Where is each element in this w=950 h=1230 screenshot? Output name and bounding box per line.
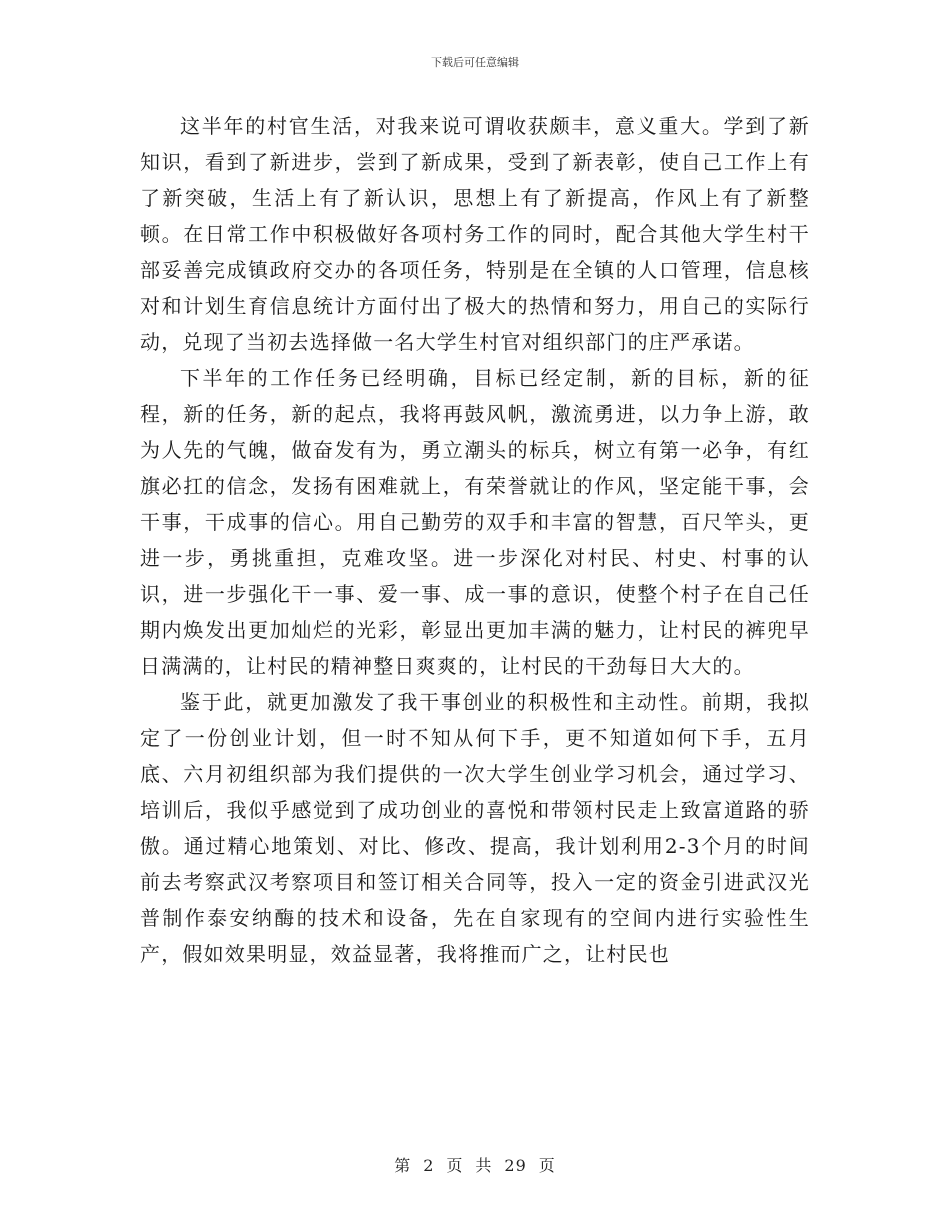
header-note: 下载后可任意编辑 [431, 56, 519, 69]
footer-suffix: 页 [538, 1156, 556, 1175]
footer-total-word: 共 [475, 1156, 493, 1175]
footer-prefix: 第 [394, 1156, 412, 1175]
paragraph-1: 这半年的村官生活，对我来说可谓收获颇丰，意义重大。学到了新知识，看到了新进步，尝到了新成果，受到了新表彰，使自己工作上有了新突破，生活上有了新认识，思想上有了新提高，作风上有了新整顿。在日常工作中积极做好各项村务工作的同时，配合其他大学生村干部妥善完成镇政府交办的各项任务，特别是在全镇的人口管理，信息核对和计划生育信息统计方面付出了极大的热情和努力，用自己的实际行动，兑现了当初去选择做一名大学生村官对组织部门的庄严承诺。 [140, 114, 810, 354]
footer-page-word: 页 [446, 1156, 464, 1175]
footer-total-pages: 29 [504, 1156, 527, 1175]
page-footer [0, 1153, 950, 1176]
paragraph-3: 鉴于此，就更加激发了我干事创业的积极性和主动性。前期，我拟定了一份创业计划，但一时不知从何下手，更不知道如何下手，五月底、六月初组织部为我们提供的一次大学生创业学习机会，通过学习、培训后，我似乎感觉到了成功创业的喜悦和带领村民走上致富道路的骄傲。通过精心地策划、对比、修改、提高，我计划利用2-3个月的时间前去考察武汉考察项目和签订相关合同等，投入一定的资金引进武汉光普制作泰安纳酶的技术和设备，先在自家现有的空间内进行实验性生产，假如效果明显，效益显著，我将推而广之，让村民也 [140, 690, 810, 966]
document-body [140, 108, 810, 972]
paragraph-2: 下半年的工作任务已经明确，目标已经定制，新的目标，新的征程，新的任务，新的起点，我将再鼓风帆，激流勇进，以力争上游，敢为人先的气魄，做奋发有为，勇立潮头的标兵，树立有第一必争，有红旗必扛的信念，发扬有困难就上，有荣誉就让的作风，坚定能干事，会干事，干成事的信心。用自己勤劳的双手和丰富的智慧，百尺竿头，更进一步，勇挑重担，克难攻坚。进一步深化对村民、村史、村事的认识，进一步强化干一事、爱一事、成一事的意识，使整个村子在自己任期内焕发出更加灿烂的光彩，彰显出更加丰满的魅力，让村民的裤兜早日满满的，让村民的精神整日爽爽的，让村民的干劲每日大大的。 [140, 366, 810, 678]
footer-page-number: 2 [423, 1156, 435, 1175]
